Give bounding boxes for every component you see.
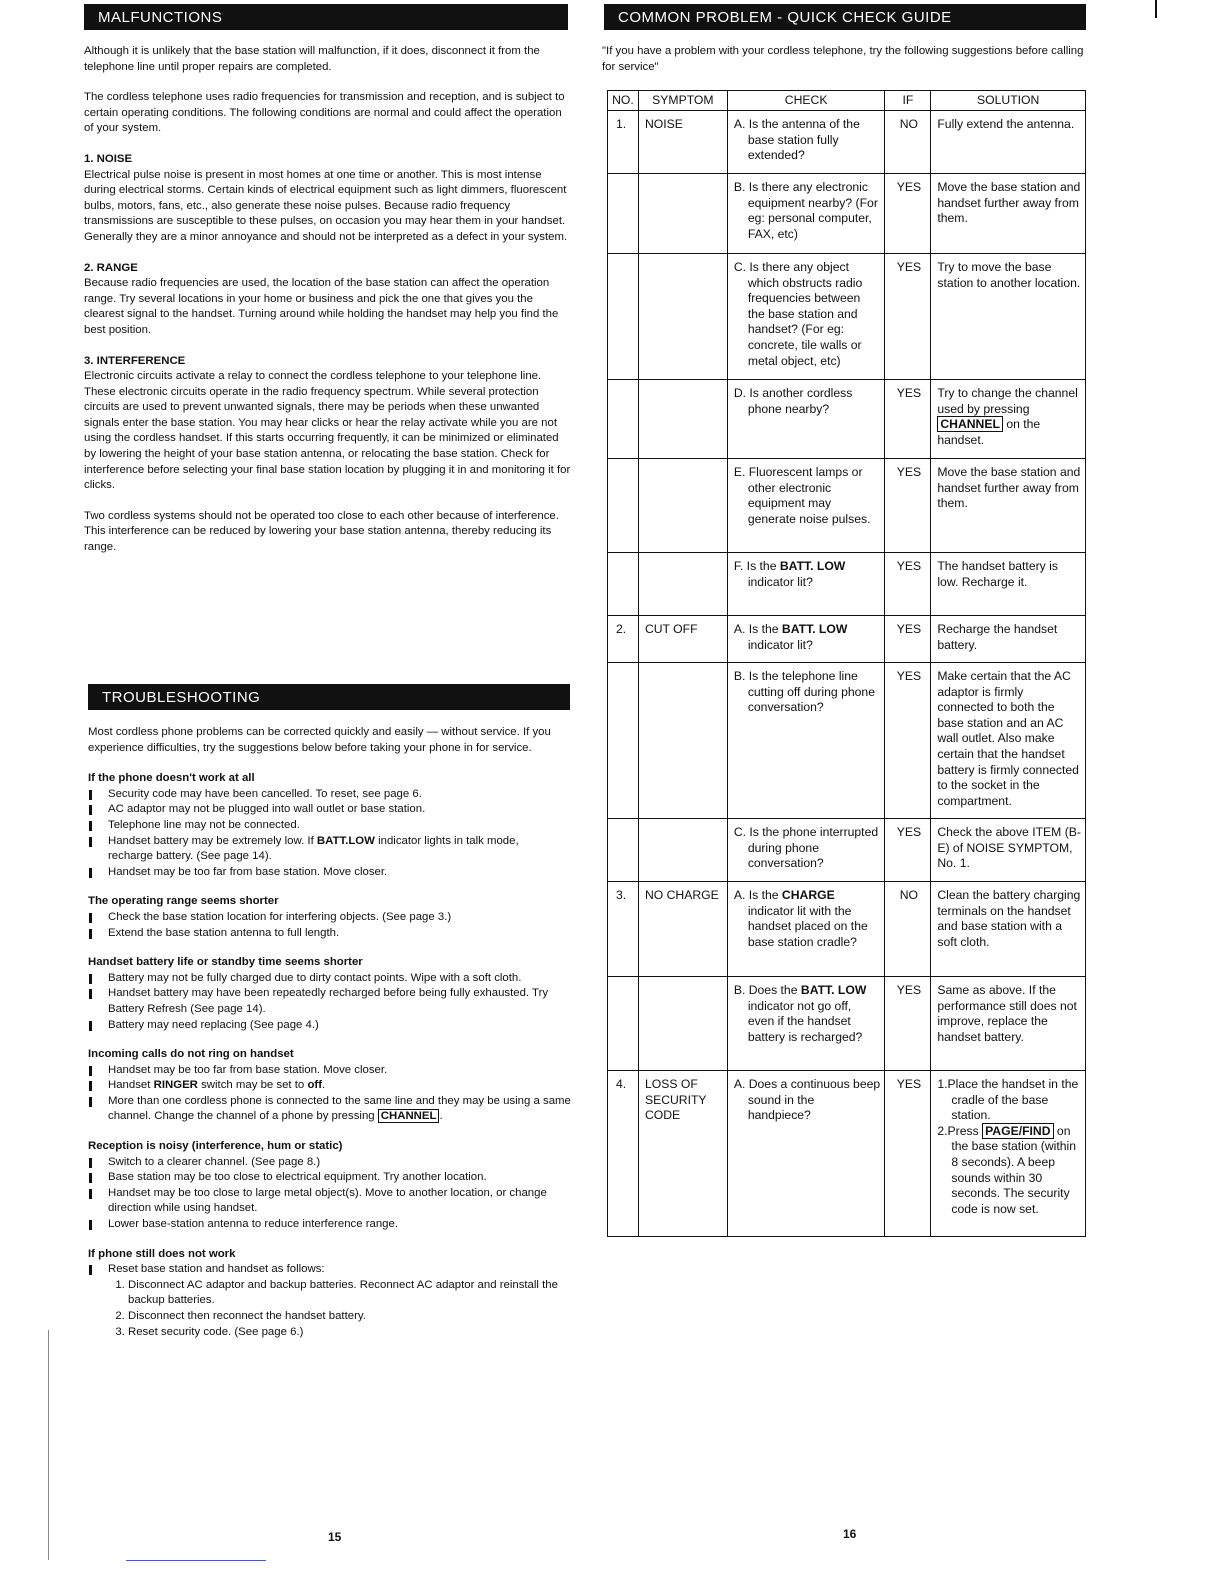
check-cell [727, 254, 885, 380]
charge-label: CHARGE [781, 888, 835, 902]
check-text-part: F. Is the [733, 559, 780, 573]
symptom-cell: LOSS OF SECURITY CODE [638, 1071, 727, 1237]
table-row [608, 254, 1086, 380]
column-header: CHECK [727, 91, 885, 111]
list-item: Handset may be too far from base station. Move closer. [88, 865, 578, 881]
symptom-cell: NOISE [638, 111, 727, 174]
solution-text: on the handset. [937, 417, 1041, 447]
solution-text: 2.Press [937, 1123, 983, 1138]
check-cell [727, 380, 885, 459]
list-item: Telephone line may not be connected. [88, 818, 578, 834]
list-item: Handset may be too far from base station. Move closer. [88, 1063, 578, 1079]
batt-low-label: BATT. LOW [781, 622, 848, 636]
noise-heading: 1. NOISE [84, 152, 133, 165]
troubleshoot-list [88, 1262, 578, 1278]
check-text-part: A. Is the [733, 622, 782, 636]
troubleshoot-list [88, 787, 578, 881]
symptom-cell [638, 819, 727, 882]
check-cell [727, 1071, 885, 1237]
column-header: IF [885, 91, 931, 111]
batt-low-label: BATT. LOW [800, 983, 867, 997]
symptom-cell [638, 553, 727, 616]
column-header: SYMPTOM [638, 91, 727, 111]
solution-cell: Check the above ITEM (B-E) of NOISE SYMPTOM, No. 1. [931, 819, 1086, 882]
if-cell: YES [885, 254, 931, 380]
list-item: Base station may be too close to electrical equipment. Try another location. [88, 1170, 578, 1186]
reset-steps-list [88, 1278, 578, 1340]
solution-step [937, 1124, 1081, 1218]
problem-number [608, 254, 639, 380]
check-text-part: B. Does the [733, 983, 801, 997]
list-item: Check the base station location for interfering objects. (See page 3.) [88, 910, 578, 926]
table-row [608, 616, 1086, 663]
problem-number: 1. [608, 111, 639, 174]
troubleshooting-title: TROUBLESHOOTING [102, 689, 261, 706]
list-item-text: recharge battery. (See page 14). [108, 850, 272, 863]
list-item: Battery may not be fully charged due to dirty contact points. Wipe with a soft cloth. [88, 971, 578, 987]
troubleshoot-group [88, 1139, 578, 1233]
solution-cell: Clean the battery charging terminals on the handset and base station with a soft cloth. [931, 882, 1086, 977]
list-item-text: Handset [108, 1079, 154, 1092]
malfunctions-title: MALFUNCTIONS [98, 9, 223, 26]
symptom-cell [638, 174, 727, 254]
solution-step: 1.Place the handset in the cradle of the base station. [937, 1077, 1079, 1123]
malfunctions-section [84, 44, 572, 571]
page-number-left: 15 [328, 1530, 342, 1544]
table-row [608, 459, 1086, 553]
if-cell: YES [885, 663, 931, 819]
solution-cell: Move the base station and handset further away from them. [931, 459, 1086, 553]
solution-cell [931, 380, 1086, 459]
symptom-cell [638, 459, 727, 553]
problem-number: 4. [608, 1071, 639, 1237]
list-item [88, 1078, 578, 1094]
list-item: Switch to a clearer channel. (See page 8.) [88, 1155, 578, 1171]
check-text-part: indicator lit? [747, 574, 813, 589]
solution-text: Try to change the channel used by pressing [937, 386, 1078, 416]
table-row [608, 977, 1086, 1071]
if-cell: YES [885, 1071, 931, 1237]
table-row [608, 553, 1086, 616]
batt-low-label: BATT.LOW [316, 834, 375, 847]
table-row [608, 1071, 1086, 1237]
list-item-text: . [321, 1079, 326, 1092]
troubleshoot-group [88, 771, 578, 880]
solution-cell: The handset battery is low. Recharge it. [931, 553, 1086, 616]
check-text: C. Is the phone interrupted during phone conversation? [733, 825, 879, 871]
solution-cell: Recharge the handset battery. [931, 616, 1086, 663]
problem-number [608, 819, 639, 882]
interference-text: Electronic circuits activate a relay to connect the cordless telephone to your telephone line. These electronic circuits operate in the radio frequency spectrum. While several protection circuits are used to prevent unwanted signals, there may be periods when these unwanted signals enter the base station. You may hear clicks or hear the relay activate while you are not using the cordless handset. If this starts occurring frequently, it can be minimized or eliminated by lowering the height of your base station antenna, or relocating the base station. Check for interference before selecting your final base station location by plugging it in and monitoring it for clicks. [84, 370, 571, 492]
check-text-part: indicator lit? [747, 637, 813, 652]
solution-cell: Make certain that the AC adaptor is firmly connected to both the base station and an AC wall outlet. Also make certain that the handset battery is firmly connected to the socket in the compartment. [931, 663, 1086, 819]
channel-key-label: CHANNEL [937, 416, 1003, 432]
left-binding-line [48, 1330, 49, 1560]
column-header: SOLUTION [931, 91, 1086, 111]
troubleshoot-heading: The operating range seems shorter [88, 895, 279, 908]
quick-check-intro: "If you have a problem with your cordless telephone, try the following suggestions before calling for service" [602, 45, 1084, 73]
solution-cell: Fully extend the antenna. [931, 111, 1086, 174]
batt-low-label: BATT. LOW [779, 559, 846, 573]
check-text [734, 983, 881, 1045]
list-item: Battery may need replacing (See page 4.) [88, 1018, 578, 1034]
channel-key-label: CHANNEL [378, 1109, 440, 1123]
symptom-cell [638, 254, 727, 380]
quick-check-title-bar [604, 4, 1086, 30]
check-cell [727, 553, 885, 616]
problem-number [608, 380, 639, 459]
ringer-label: RINGER [153, 1079, 198, 1092]
troubleshoot-heading: Incoming calls do not ring on handset [88, 1048, 294, 1061]
malfunctions-paragraph: Two cordless systems should not be operated too close to each other because of interference. This interference can be reduced by lowering your base station antenna, thereby reducing its range. [84, 509, 559, 554]
table-row [608, 882, 1086, 977]
if-cell: YES [885, 819, 931, 882]
troubleshooting-title-bar [88, 684, 570, 710]
table-header-row [608, 91, 1086, 111]
troubleshoot-heading: If the phone doesn't work at all [88, 772, 255, 785]
troubleshooting-section [88, 725, 578, 1354]
solution-text: on the base station (within 8 seconds). A beep sounds within 30 seconds. The security code is now set. [951, 1123, 1076, 1216]
troubleshoot-heading: If phone still does not work [88, 1247, 236, 1260]
check-text: C. Is there any object which obstructs radio frequencies between the base station and handset? (For eg: concrete, tile walls or metal object, etc) [733, 260, 863, 368]
problem-number: 3. [608, 882, 639, 977]
list-item-text: switch may be set to [197, 1079, 308, 1092]
troubleshoot-group [88, 1047, 578, 1125]
troubleshoot-group [88, 1247, 578, 1341]
if-cell: YES [885, 553, 931, 616]
check-text: E. Fluorescent lamps or other electronic equipment may generate noise pulses. [733, 465, 871, 526]
troubleshoot-list [88, 1155, 578, 1233]
problem-number [608, 663, 639, 819]
troubleshoot-list [88, 910, 578, 941]
solution-cell: Move the base station and handset further away from them. [931, 174, 1086, 254]
list-item-text: More than one cordless phone is connected to the same line and they may be using a same channel. Change the channel of a phone by pressing [108, 1094, 571, 1123]
solution-cell: Try to move the base station to another location. [931, 254, 1086, 380]
interference-heading: 3. INTERFERENCE [84, 354, 186, 367]
check-cell [727, 819, 885, 882]
range-heading: 2. RANGE [84, 261, 138, 274]
range-text: Because radio frequencies are used, the location of the base station can affect the operation range. Try several locations in your home or business and pick the one that gives you the clearest signal to the handset. Turning around while holding the handset may help you find the best position. [84, 277, 559, 336]
solution-cell [931, 1071, 1086, 1237]
check-text [734, 559, 881, 590]
list-item: Lower base-station antenna to reduce interference range. [88, 1217, 578, 1233]
troubleshoot-list [88, 1063, 578, 1125]
troubleshoot-heading: Reception is noisy (interference, hum or static) [88, 1140, 343, 1153]
footer-link-line [126, 1560, 266, 1561]
noise-text: Electrical pulse noise is present in most homes at one time or another. This is most intense during electrical storms. Certain kinds of electrical equipment such as light dimmers, fluorescent bulbs, motors, fans, etc., also generate these noise pulses. Because radio frequency transmissions are susceptible to these pulses, on occasion you may hear them in your handset. Generally they are a minor annoyance and should not be interpreted as a defect in your system. [84, 168, 568, 243]
symptom-cell [638, 977, 727, 1071]
problem-number [608, 553, 639, 616]
check-cell [727, 977, 885, 1071]
solution-cell: Same as above. If the performance still does not improve, replace the handset battery. [931, 977, 1086, 1071]
troubleshoot-group [88, 894, 578, 941]
check-text-part: A. Is the [733, 888, 782, 902]
troubleshoot-group [88, 955, 578, 1033]
if-cell: NO [885, 882, 931, 977]
if-cell: YES [885, 616, 931, 663]
symptom-cell: CUT OFF [638, 616, 727, 663]
check-cell [727, 111, 885, 174]
problem-number: 2. [608, 616, 639, 663]
list-item: AC adaptor may not be plugged into wall outlet or base station. [88, 802, 578, 818]
table-row [608, 663, 1086, 819]
troubleshoot-list [88, 971, 578, 1033]
check-cell [727, 174, 885, 254]
step-item: 1. Disconnect AC adaptor and backup batteries. Reconnect AC adaptor and reinstall the backup batteries. [128, 1278, 578, 1309]
check-text: A. Does a continuous beep sound in the handpiece? [733, 1077, 881, 1123]
check-text: B. Is there any electronic equipment nearby? (For eg: personal computer, FAX, etc) [733, 180, 878, 241]
list-item: Extend the base station antenna to full length. [88, 926, 578, 942]
if-cell: YES [885, 174, 931, 254]
symptom-cell [638, 663, 727, 819]
check-text: B. Is the telephone line cutting off during phone conversation? [733, 669, 875, 715]
list-item [88, 1094, 578, 1125]
check-text: D. Is another cordless phone nearby? [733, 386, 853, 416]
list-item: Reset base station and handset as follows: [88, 1262, 578, 1278]
list-item: Security code may have been cancelled. To reset, see page 6. [88, 787, 578, 803]
table-row [608, 380, 1086, 459]
list-item: Handset battery may have been repeatedly recharged before being fully exhausted. Try Battery Refresh (See page 14). [88, 986, 578, 1017]
malfunctions-paragraph: The cordless telephone uses radio frequencies for transmission and reception, and is subject to certain operating conditions. The following conditions are normal and could affect the operation of your system. [84, 91, 565, 135]
malfunctions-paragraph: Although it is unlikely that the base station will malfunction, if it does, disconnect it from the telephone line until proper repairs are completed. [84, 45, 540, 73]
quick-check-table [607, 90, 1086, 1237]
list-item-text: Handset battery may be extremely low. If [108, 834, 317, 847]
check-cell [727, 882, 885, 977]
problem-number [608, 174, 639, 254]
right-edge-mark [1155, 0, 1157, 18]
malfunctions-title-bar [84, 4, 568, 30]
table-row [608, 174, 1086, 254]
check-text-part: indicator not go off, even if the handset battery is recharged? [747, 998, 863, 1044]
symptom-cell [638, 380, 727, 459]
step-item: 3. Reset security code. (See page 6.) [128, 1325, 578, 1341]
troubleshoot-heading: Handset battery life or standby time seems shorter [88, 956, 363, 969]
troubleshooting-intro: Most cordless phone problems can be corrected quickly and easily — without service. If you experience difficulties, try the suggestions below before taking your phone in for service. [88, 726, 551, 754]
list-item [88, 834, 578, 865]
quick-check-title: COMMON PROBLEM - QUICK CHECK GUIDE [618, 9, 952, 26]
check-text-part: indicator lit with the handset placed on the base station cradle? [747, 903, 868, 949]
if-cell: NO [885, 111, 931, 174]
table-row [608, 111, 1086, 174]
if-cell: YES [885, 977, 931, 1071]
list-item: Handset may be too close to large metal object(s). Move to another location, or change direction while using handset. [88, 1186, 578, 1217]
check-cell [727, 459, 885, 553]
check-text [734, 888, 881, 950]
off-label: off [307, 1079, 322, 1092]
page-number-right: 16 [843, 1527, 857, 1541]
check-cell [727, 616, 885, 663]
check-text: A. Is the antenna of the base station fully extended? [733, 117, 860, 163]
step-item: 2. Disconnect then reconnect the handset battery. [128, 1309, 578, 1325]
if-cell: YES [885, 459, 931, 553]
problem-number [608, 977, 639, 1071]
problem-number [608, 459, 639, 553]
if-cell: YES [885, 380, 931, 459]
list-item-text: indicator lights in talk mode, [374, 834, 519, 847]
check-text [734, 622, 881, 653]
check-cell [727, 663, 885, 819]
column-header: NO. [608, 91, 639, 111]
list-item-text: . [439, 1110, 443, 1123]
table-row [608, 819, 1086, 882]
symptom-cell: NO CHARGE [638, 882, 727, 977]
page-find-key-label: PAGE/FIND [982, 1123, 1053, 1139]
